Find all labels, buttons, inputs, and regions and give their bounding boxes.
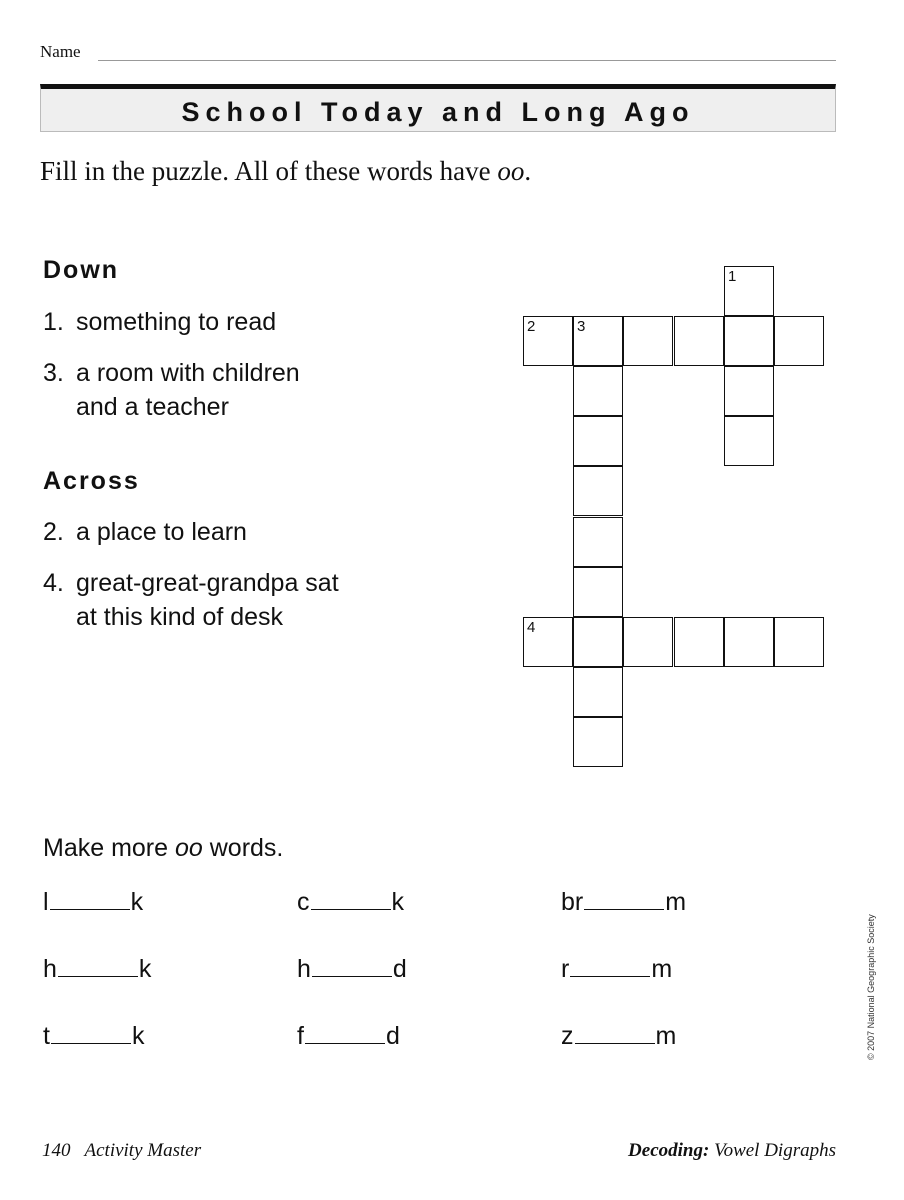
word-blank[interactable] [570,976,650,977]
heading-text: Make more [43,834,175,862]
word-start: l [43,888,49,916]
crossword-cell[interactable] [573,466,623,516]
instruction-emphasis: oo [497,156,525,186]
clue-text: a room with children [76,359,300,387]
clue-number: 2. [43,518,64,546]
word-blank-item [297,888,404,917]
page-title: School Today and Long Ago [181,97,695,127]
word-blank-item [561,1022,676,1051]
crossword-cell[interactable] [774,617,824,667]
word-blank[interactable] [584,909,664,910]
across-clue-2 [43,515,247,549]
heading-emphasis: oo [174,834,203,862]
across-clue-4 [43,566,339,634]
word-blank-item [43,888,143,917]
crossword-cell[interactable] [573,517,623,567]
cell-number: 1 [728,268,737,285]
title-bar [40,84,836,132]
crossword-cell[interactable] [573,667,623,717]
word-end: d [385,1022,400,1050]
clue-text: a place to learn [76,518,247,546]
word-start: br [561,888,584,916]
clue-text: something to read [76,308,277,336]
word-end: m [651,955,673,983]
crossword-cell[interactable] [774,316,824,366]
word-blank[interactable] [311,909,391,910]
word-end: d [392,955,407,983]
word-blank-item [561,955,672,984]
crossword-cell[interactable] [674,316,724,366]
name-label: Name [40,42,81,61]
name-line[interactable] [98,60,836,61]
word-end: k [130,888,144,916]
word-start: c [297,888,310,916]
crossword-cell[interactable] [573,366,623,416]
word-end: k [131,1022,145,1050]
clue-number: 1. [43,308,64,336]
crossword-cell[interactable] [724,266,774,316]
page-number: 140 [42,1140,71,1161]
word-blank-item [43,955,151,984]
copyright-notice: © 2007 National Geographic Society [866,914,876,1060]
crossword-cell[interactable] [523,617,573,667]
across-heading: Across [43,467,140,495]
instruction-text: Fill in the puzzle. All of these words have [40,156,498,186]
crossword-cell[interactable] [573,567,623,617]
word-end: m [655,1022,677,1050]
crossword-cell[interactable] [674,617,724,667]
cell-number: 4 [527,619,536,636]
footer-right [628,1140,836,1162]
crossword-cell[interactable] [724,617,774,667]
word-start: f [297,1022,304,1050]
word-start: h [43,955,57,983]
word-start: t [43,1022,50,1050]
word-end: k [138,955,152,983]
word-blank[interactable] [312,976,392,977]
crossword-cell[interactable] [623,316,673,366]
down-heading: Down [43,256,120,284]
clue-text: great-great-grandpa sat [76,569,339,597]
word-blank[interactable] [575,1043,655,1044]
down-clue-1 [43,305,276,339]
instruction-end: . [524,156,532,186]
clue-number: 4. [43,569,64,597]
crossword-cell[interactable] [724,416,774,466]
word-start: h [297,955,311,983]
crossword-cell[interactable] [523,316,573,366]
clue-text-continued: at this kind of desk [76,603,284,631]
word-end: m [665,888,687,916]
crossword-cell[interactable] [724,316,774,366]
crossword-cell[interactable] [573,316,623,366]
cell-number: 2 [527,318,536,335]
crossword-cell[interactable] [623,617,673,667]
crossword-cell[interactable] [724,366,774,416]
more-words-heading [43,834,283,863]
instruction [40,156,531,187]
footer-subtopic: Vowel Digraphs [714,1140,836,1161]
cell-number: 3 [577,318,586,335]
footer-topic: Decoding: [628,1140,710,1161]
word-blank-item [561,888,686,917]
word-start: r [561,955,570,983]
word-blank[interactable] [58,976,138,977]
clue-number: 3. [43,359,64,387]
activity-label: Activity Master [84,1140,202,1161]
word-start: z [561,1022,574,1050]
word-blank-item [43,1022,144,1051]
crossword-cell[interactable] [573,617,623,667]
word-blank[interactable] [51,1043,131,1044]
clue-text-continued: and a teacher [76,393,229,421]
heading-text-end: words. [202,834,284,862]
footer-left [42,1140,201,1162]
word-end: k [391,888,404,916]
crossword-cell[interactable] [573,717,623,767]
word-blank-item [297,1022,400,1051]
word-blank[interactable] [305,1043,385,1044]
word-blank-item [297,955,407,984]
crossword-cell[interactable] [573,416,623,466]
word-blank[interactable] [50,909,130,910]
down-clue-3 [43,356,300,424]
